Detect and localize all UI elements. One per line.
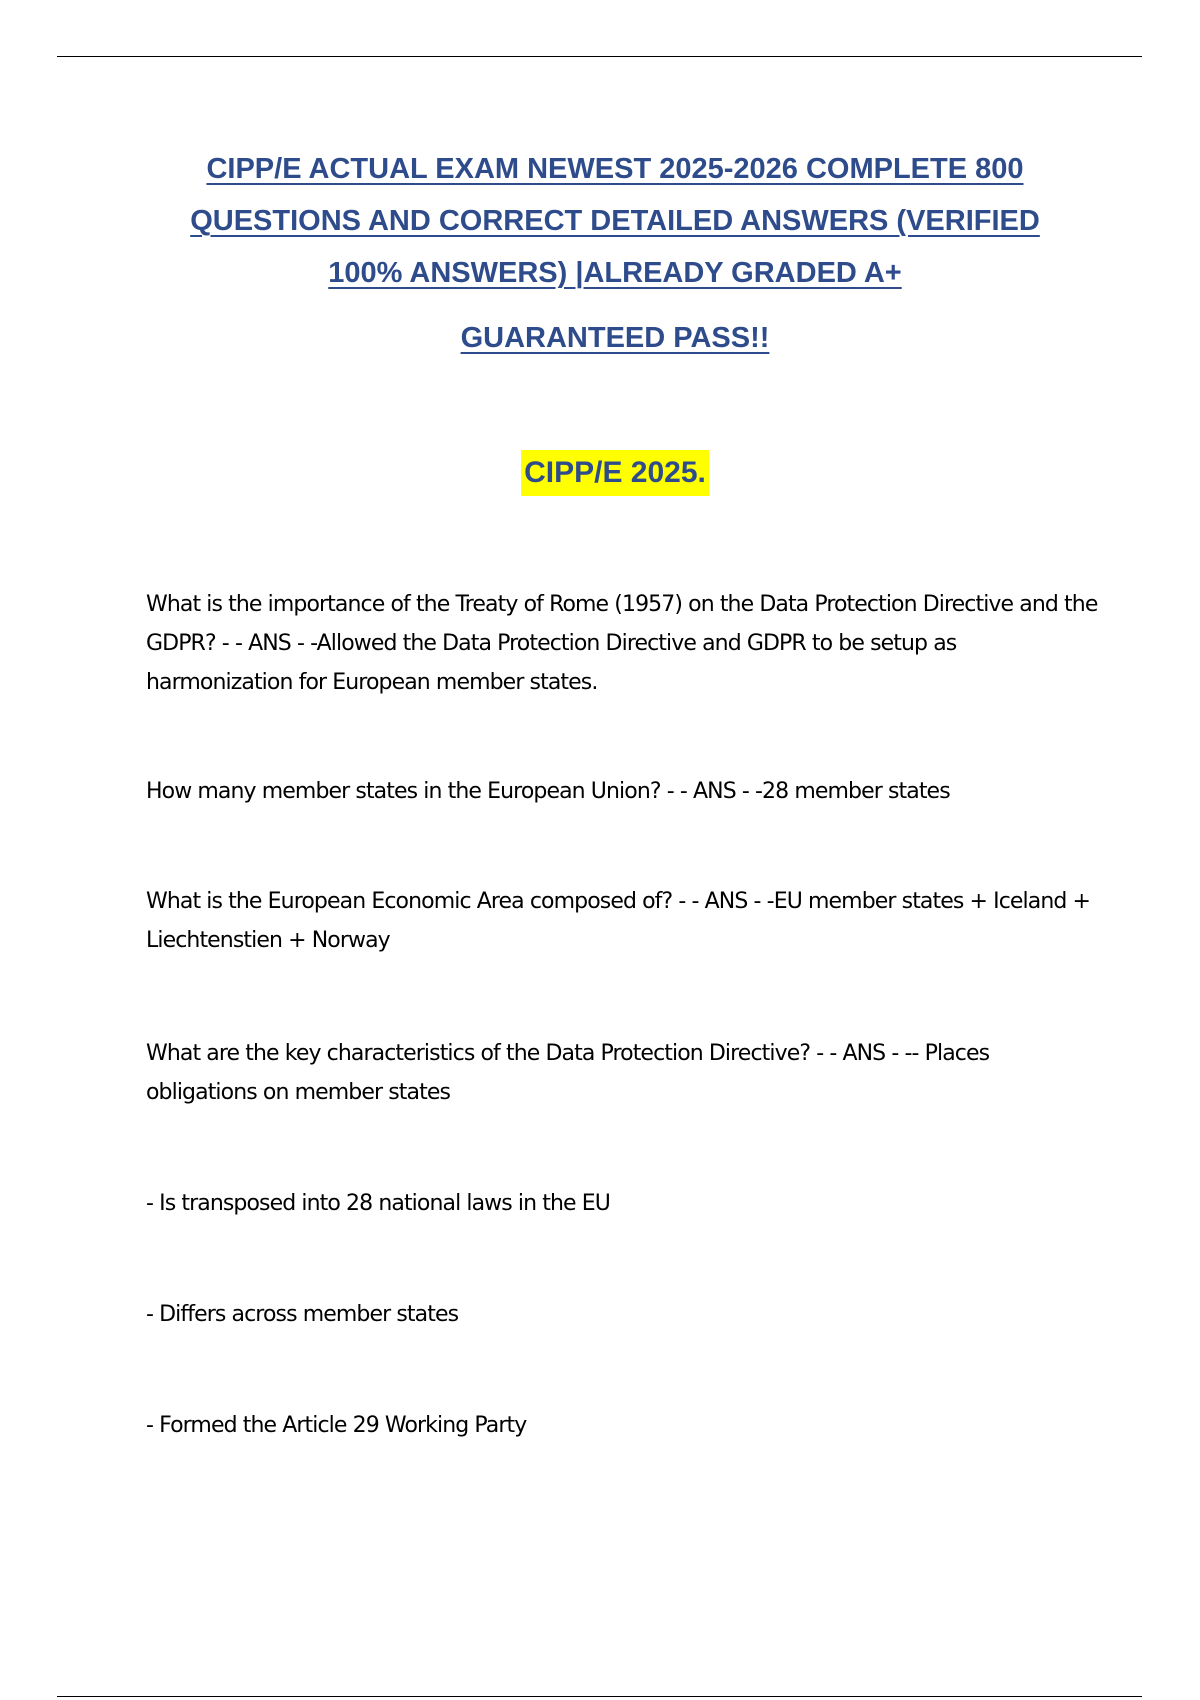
- qa-entry: What are the key characteristics of the Data Protection Directive? - - ANS - -- Places obligations on member states: [146, 1041, 990, 1105]
- answer-bullet: - Differs across member states: [146, 1302, 459, 1327]
- title-line: CIPP/E ACTUAL EXAM NEWEST 2025-2026 COMPLETE 800: [206, 153, 1024, 185]
- guarantee-line: GUARANTEED PASS!!: [460, 322, 770, 354]
- document-title: [120, 143, 1110, 364]
- bottom-rule: [57, 1696, 1142, 1697]
- title-line: 100% ANSWERS) |ALREADY GRADED A+: [328, 257, 902, 289]
- title-line: QUESTIONS AND CORRECT DETAILED ANSWERS (VERIFIED: [190, 205, 1040, 237]
- qa-entry: How many member states in the European Union? - - ANS - -28 member states: [146, 779, 950, 804]
- answer-bullet: - Formed the Article 29 Working Party: [146, 1413, 527, 1438]
- qa-entry: What is the European Economic Area composed of? - - ANS - -EU member states + Iceland + Liechtenstien + Norway: [146, 889, 1091, 953]
- subtitle-text: CIPP/E 2025.: [521, 450, 709, 496]
- answer-bullet: - Is transposed into 28 national laws in the EU: [146, 1191, 610, 1216]
- qa-entry: What is the importance of the Treaty of Rome (1957) on the Data Protection Directive and the GDPR? - - ANS - -Allowed the Data Protection Directive and GDPR to be setup as harmonization for European member states.: [146, 592, 1098, 695]
- highlighted-subtitle: [0, 450, 1200, 496]
- top-rule: [57, 56, 1142, 57]
